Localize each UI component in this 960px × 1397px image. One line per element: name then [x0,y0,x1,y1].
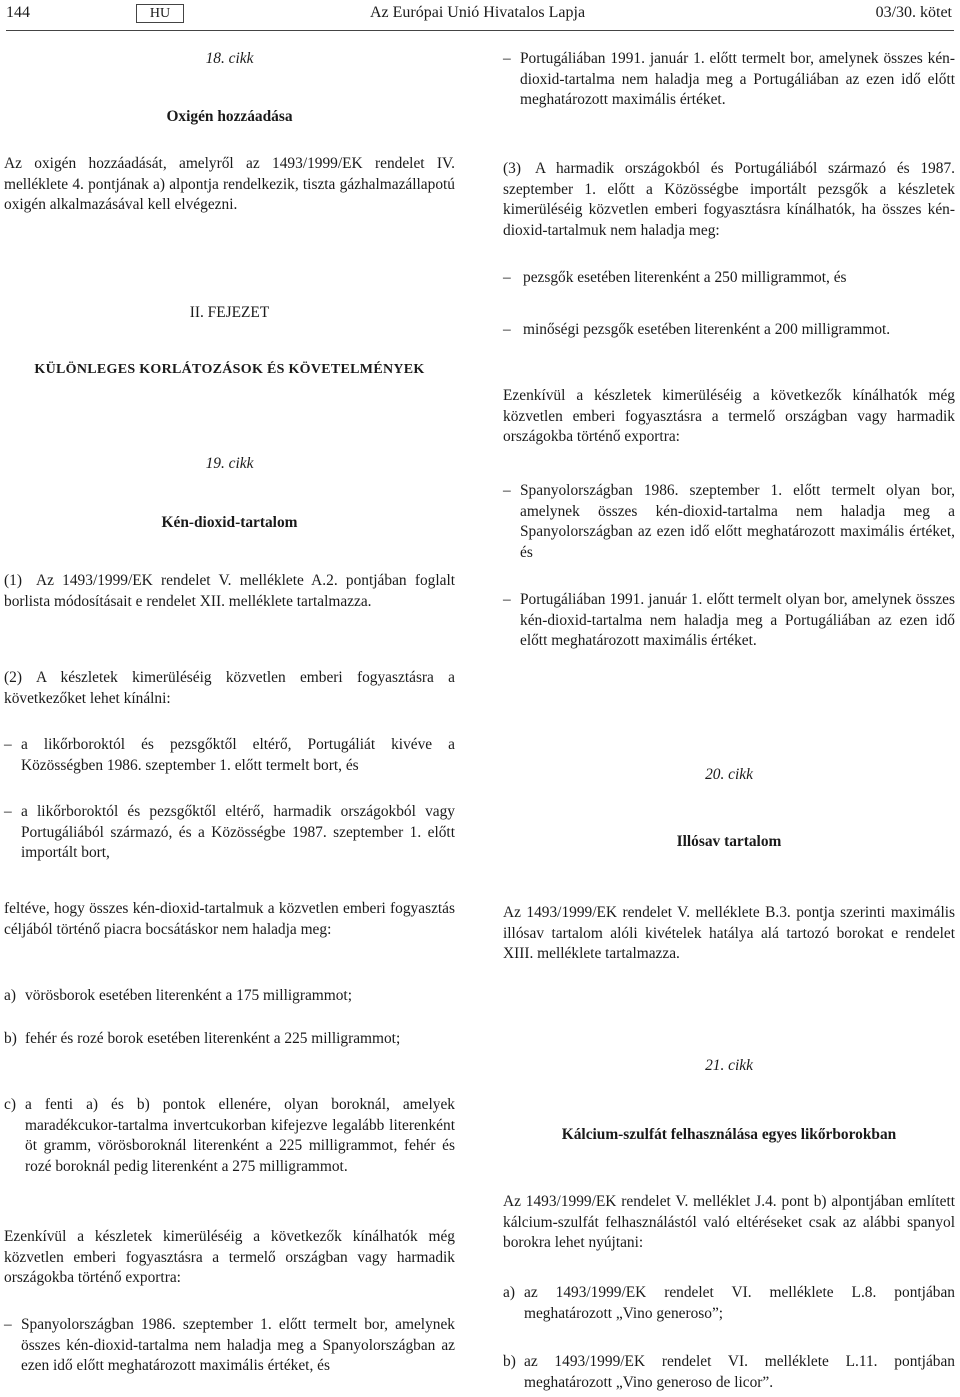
additional-offer-text: Ezenkívül a készletek kimerüléséig a következők kínálhatók még közvetlen emberi fogyasztásra a termelő országban vagy harmadik országokba történő exportra: [503,387,955,445]
list-item [4,1315,455,1377]
proviso-text: feltéve, hogy összes kén-dioxid-tartalmuk a közvetlen emberi fogyasztás céljából történő piacra bocsátáskor nem haladja meg: [4,900,455,938]
dash-marker: – [4,1316,12,1333]
list-item-text: a likőrboroktól és pezsgőktől eltérő, harmadik országokból vagy Portugáliából származó, és a Közösségbe 1987. szeptember 1. előtt importált bort, [21,803,455,861]
lettered-item-b [4,1029,455,1050]
list-item-text: minőségi pezsgők esetében literenként a 200 milligrammot. [523,321,891,338]
paragraph-1 [4,571,455,612]
item-text: fehér és rozé borok esetében literenként a 225 milligrammot; [25,1030,401,1047]
item-text: az 1493/1999/EK rendelet VI. melléklete L.8. pontjában meghatározott „Vino generoso”; [524,1284,955,1322]
paragraph-3-number: (3) [503,160,521,177]
item-text: a fenti a) és b) pontok ellenére, olyan boroknál, amelyek maradékcukor-tartalma invertcukorban kifejezve legalább literenként öt gramm, vörösboroknál literenként a 225 milligrammot, fehér és rozé boroknál pedig literenként a 275 milligrammot. [25,1096,455,1175]
list-item-text: pezsgők esetében literenként a 250 milligrammot, és [523,269,847,286]
list-item [503,49,955,111]
language-code-box: HU [136,4,184,23]
lettered-item-a [503,1283,955,1324]
list-item [4,802,455,864]
lettered-item-a [4,986,455,1007]
article-20-number: 20. cikk [705,766,753,783]
list-item-text: a likőrboroktól és pezsgőktől eltérő, Portugáliát kivéve a Közösségben 1986. szeptember 1. előtt termelt bort, és [21,736,455,774]
article-21-number: 21. cikk [705,1057,753,1074]
chapter-number: II. FEJEZET [189,304,270,321]
volume-label: 03/30. kötet [875,4,952,21]
list-item [503,481,955,563]
list-item-text: Spanyolországban 1986. szeptember 1. előtt termelt bor, amelynek összes kén-dioxid-tartalma nem haladja meg a Spanyolországban az ezen idő előtt meghatározott maximális értéket, és [21,1316,455,1374]
list-item [503,590,955,652]
lettered-item-c [4,1095,455,1177]
item-text: vörösborok esetében literenként a 175 milligrammot; [25,987,352,1004]
article-20-text: Az 1493/1999/EK rendelet V. melléklete B.3. pontja szerinti maximális illósav tartalom alóli kivételek hatálya alá tartozó borokat e rendelet XIII. melléklete tartalmazza. [503,904,955,962]
list-item [503,268,955,289]
list-item [503,320,955,341]
article-19-title: Kén-dioxid-tartalom [161,514,298,531]
dash-marker: – [503,50,511,67]
running-header [6,0,954,31]
list-item-text: Spanyolországban 1986. szeptember 1. előtt termelt olyan bor, amelynek összes kén-dioxid-tartalma nem haladja meg a Spanyolországban az ezen idő előtt meghatározott maximális értéket, és [520,482,955,561]
lettered-item-b [503,1352,955,1393]
dash-marker: – [4,736,12,753]
article-18-text: Az oxigén hozzáadását, amelyről az 1493/1999/EK rendelet IV. melléklete 4. pontjának a) alpontja rendelkezik, tiszta gázhalmazállapotú oxigén alkalmazásával kell elvégezni. [4,155,455,213]
additional-offer-text: Ezenkívül a készletek kimerüléséig a következők kínálhatók még közvetlen emberi fogyasztásra a termelő országban vagy harmadik országokba történő exportra: [4,1228,455,1286]
item-label: b) [4,1030,17,1047]
dash-marker: – [503,591,511,608]
paragraph-1-number: (1) [4,572,22,589]
journal-title: Az Európai Unió Hivatalos Lapja [370,4,586,21]
paragraph-3 [503,159,955,241]
item-label: a) [503,1284,515,1301]
dash-marker: – [4,803,12,820]
paragraph-2 [4,668,455,709]
dash-marker: – [503,269,511,286]
article-21-title: Kálcium-szulfát felhasználása egyes likőrborokban [561,1126,897,1143]
article-18-title: Oxigén hozzáadása [166,108,293,125]
article-21-text: Az 1493/1999/EK rendelet V. melléklet J.4. pont b) alpontjában említett kálcium-szulfát felhasználástól való eltéréseket csak az alábbi spanyol borokra lehet nyújtani: [503,1193,955,1251]
paragraph-1-text: Az 1493/1999/EK rendelet V. melléklete A.2. pontjában foglalt borlista módosításait e rendelet XII. melléklete tartalmazza. [4,572,455,610]
article-18-number: 18. cikk [205,50,254,67]
article-20-title: Illósav tartalom [676,833,782,850]
item-text: az 1493/1999/EK rendelet VI. melléklete L.11. pontjában meghatározott „Vino generoso de licor”. [524,1353,955,1391]
list-item-text: Portugáliában 1991. január 1. előtt termelt bor, amelynek összes kén-dioxid-tartalma nem haladja meg a Portugáliában az ezen idő előtt meghatározott maximális értéket. [520,50,955,108]
page-number: 144 [6,4,30,21]
dash-marker: – [503,321,511,338]
item-label: b) [503,1353,516,1370]
list-item-text: Portugáliában 1991. január 1. előtt termelt olyan bor, amelynek összes kén-dioxid-tartalma nem haladja meg a Portugáliában az ezen idő előtt meghatározott maximális értéket. [520,591,955,649]
list-item [4,735,455,776]
paragraph-2-text: A készletek kimerüléséig közvetlen emberi fogyasztásra a következőket lehet kínálni: [4,669,455,707]
paragraph-2-number: (2) [4,669,22,686]
article-19-number: 19. cikk [205,455,254,472]
item-label: a) [4,987,16,1004]
chapter-title: KÜLÖNLEGES KORLÁTOZÁSOK ÉS KÖVETELMÉNYEK [34,362,425,377]
item-label: c) [4,1096,16,1113]
dash-marker: – [503,482,511,499]
paragraph-3-text: A harmadik országokból és Portugáliából származó és 1987. szeptember 1. előtt a Közösségbe importált pezsgők a készletek kimerüléséig közvetlen emberi fogyasztásra kínálhatók, ha összes kén-dioxid-tartalmuk nem haladja meg: [503,160,955,239]
